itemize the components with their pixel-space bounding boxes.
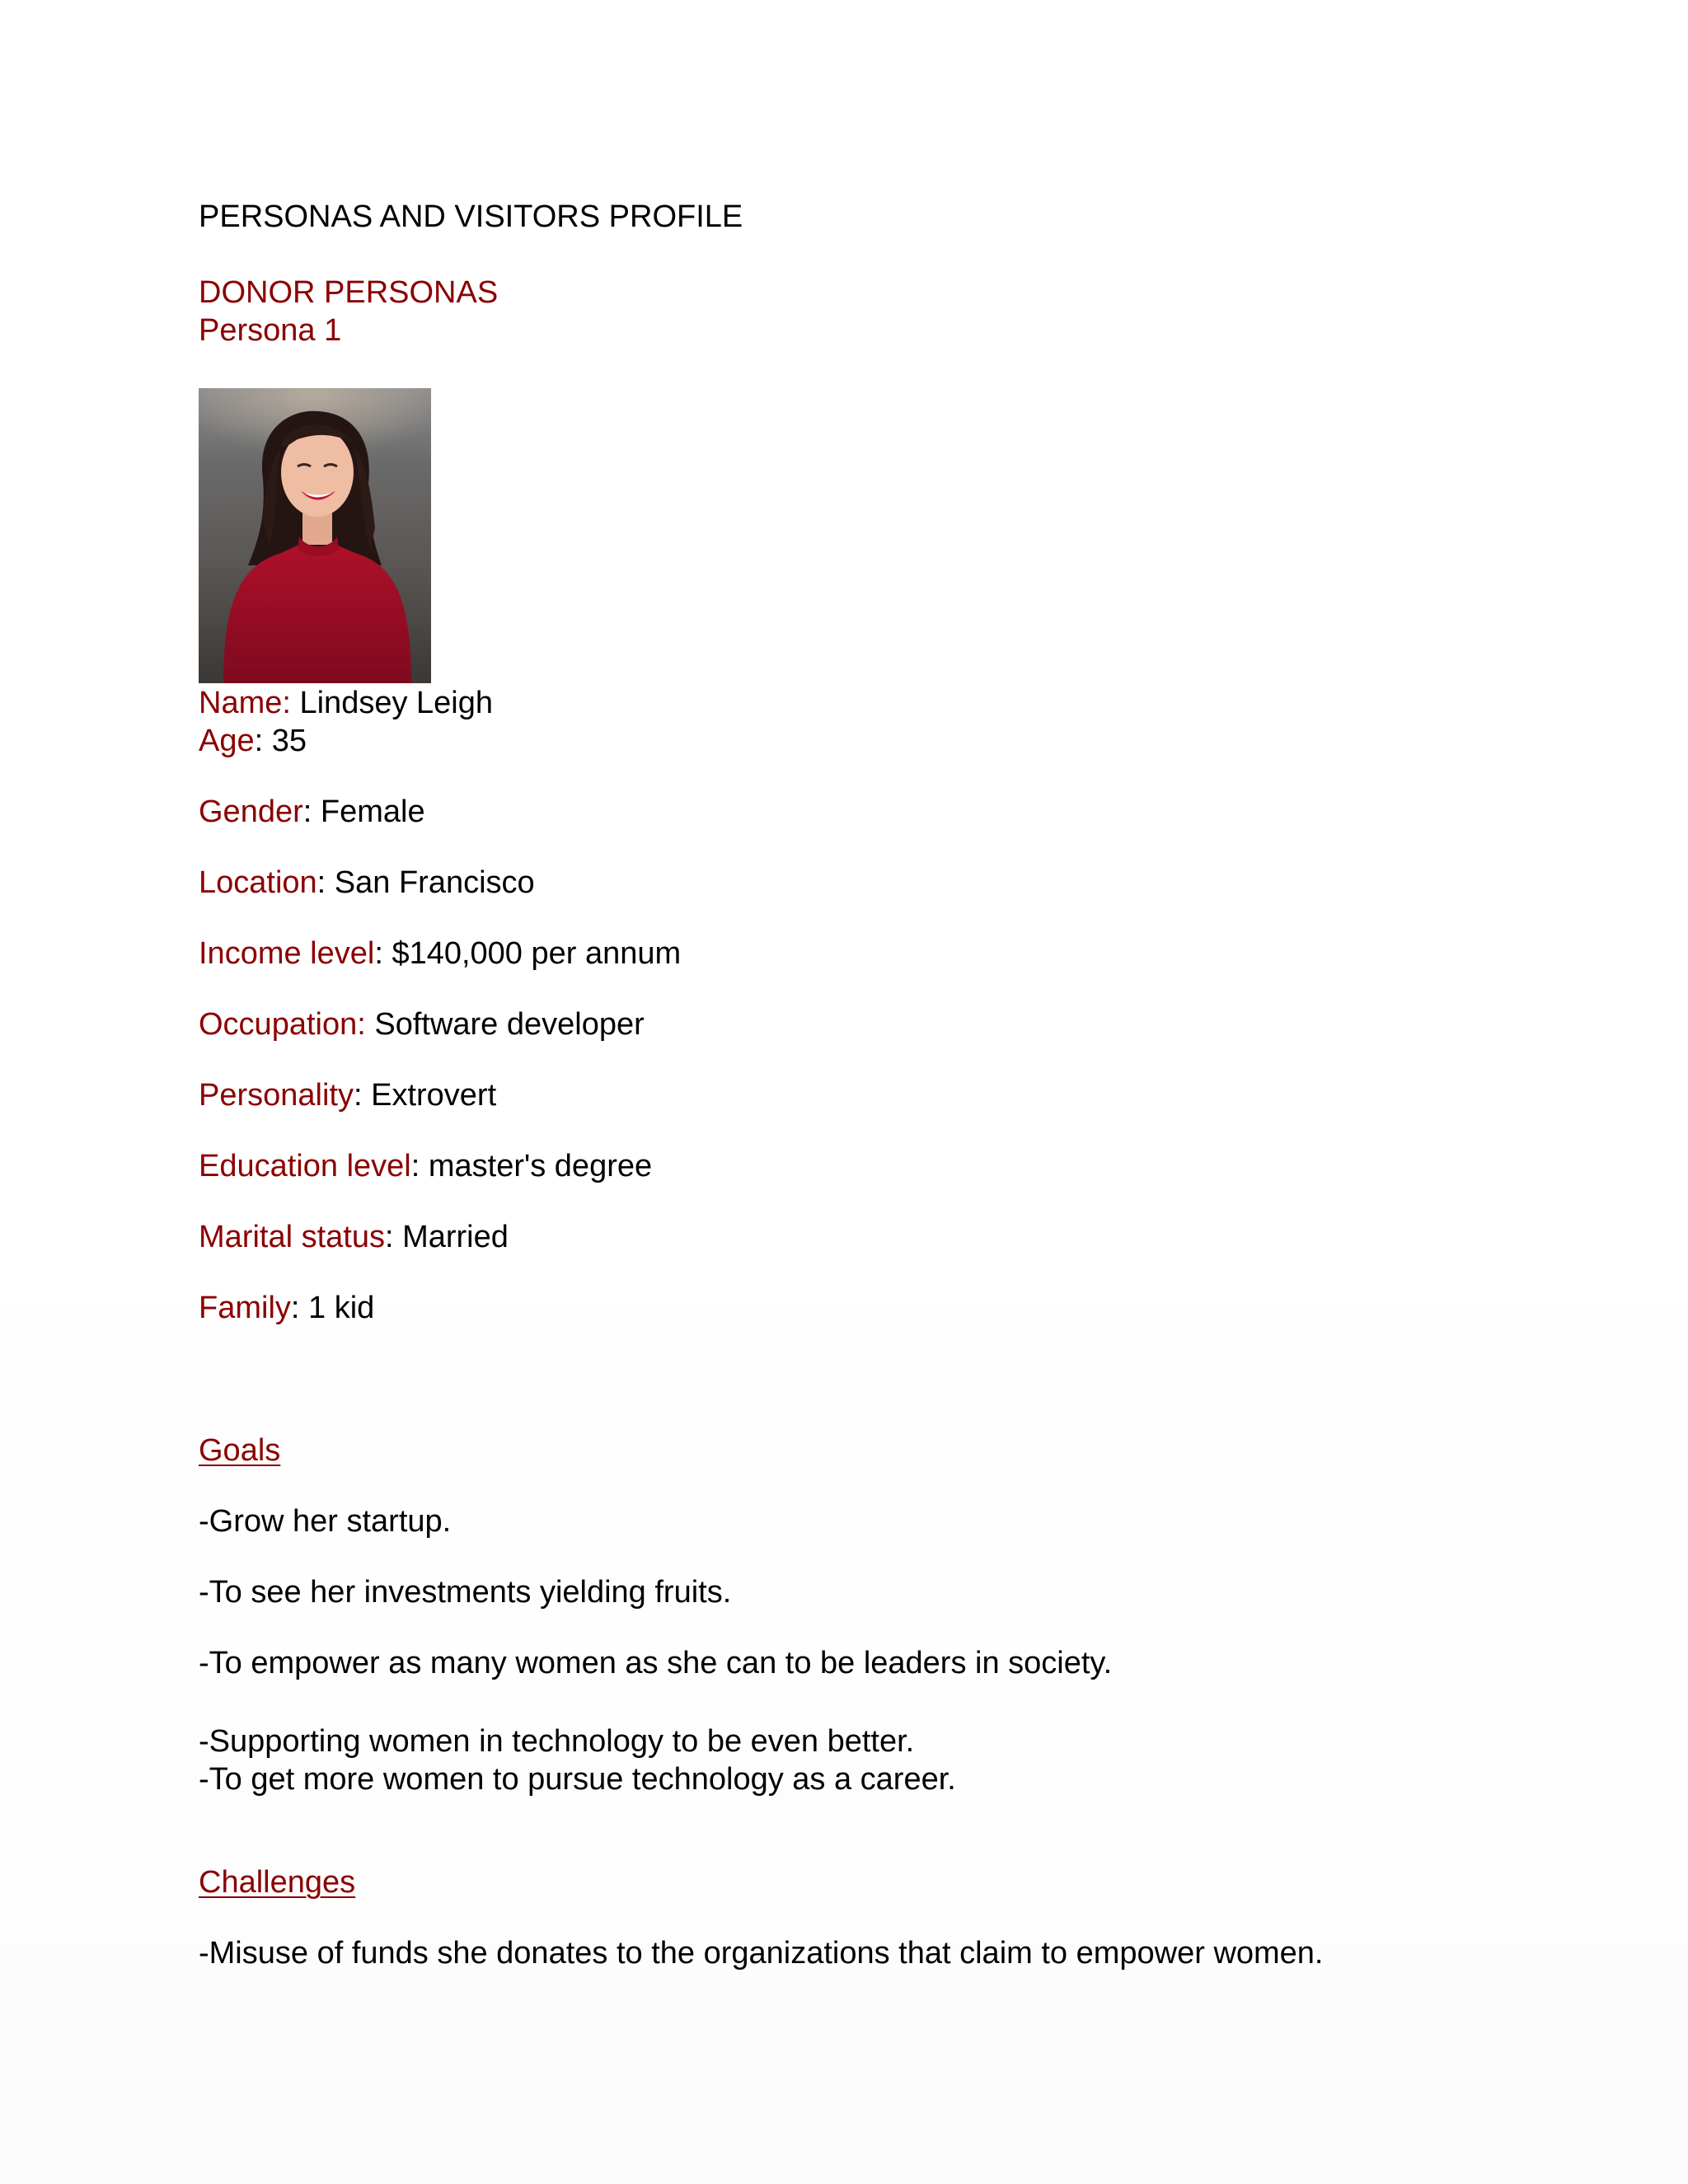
goal-item: -To see her investments yielding fruits. bbox=[199, 1575, 732, 1610]
goal-item: -Grow her startup. bbox=[199, 1504, 452, 1539]
field-family bbox=[199, 1289, 374, 1327]
field-education-level bbox=[199, 1147, 652, 1185]
field-name bbox=[199, 684, 493, 722]
field-label: Location bbox=[199, 865, 317, 900]
goal-item: -To get more women to pursue technology as a career. bbox=[199, 1762, 956, 1797]
field-label: Marital status bbox=[199, 1220, 385, 1254]
field-value: 1 kid bbox=[299, 1291, 375, 1325]
field-income-level bbox=[199, 935, 681, 972]
field-label: Education level bbox=[199, 1149, 411, 1183]
field-label: Age bbox=[199, 724, 255, 758]
field-label: Name: bbox=[199, 686, 291, 720]
field-separator: : bbox=[374, 936, 383, 971]
field-marital-status bbox=[199, 1218, 509, 1256]
field-separator: : bbox=[316, 865, 326, 900]
goal-item: -To empower as many women as she can to be leaders in society. bbox=[199, 1646, 1113, 1680]
field-value: Female bbox=[312, 794, 425, 829]
field-value: master's degree bbox=[420, 1149, 653, 1183]
field-separator: : bbox=[353, 1078, 363, 1113]
field-value: Lindsey Leigh bbox=[290, 686, 493, 720]
section-heading: DONOR PERSONAS bbox=[199, 275, 499, 310]
challenge-item: -Misuse of funds she donates to the organizations that claim to empower women. bbox=[199, 1936, 1324, 1971]
persona-photo bbox=[199, 388, 431, 683]
field-separator: : bbox=[302, 794, 312, 829]
field-personality bbox=[199, 1076, 496, 1114]
field-value: San Francisco bbox=[326, 865, 535, 900]
field-occupation bbox=[199, 1005, 645, 1043]
field-label: Gender bbox=[199, 794, 303, 829]
field-gender bbox=[199, 793, 425, 831]
field-value: Married bbox=[393, 1220, 509, 1254]
goals-heading: Goals bbox=[199, 1433, 281, 1468]
persona-label: Persona 1 bbox=[199, 313, 342, 348]
field-label: Occupation: bbox=[199, 1007, 366, 1042]
field-separator: : bbox=[290, 1291, 300, 1325]
field-value: Software developer bbox=[365, 1007, 645, 1042]
goal-item: -Supporting women in technology to be even better. bbox=[199, 1724, 915, 1759]
field-separator: : bbox=[254, 724, 264, 758]
field-separator: : bbox=[384, 1220, 394, 1254]
field-label: Personality bbox=[199, 1078, 354, 1113]
document-title: PERSONAS AND VISITORS PROFILE bbox=[199, 199, 743, 234]
field-label: Income level bbox=[199, 936, 375, 971]
field-location bbox=[199, 864, 535, 902]
field-value: $140,000 per annum bbox=[382, 936, 682, 971]
challenges-heading: Challenges bbox=[199, 1865, 356, 1900]
field-value: 35 bbox=[263, 724, 307, 758]
field-age bbox=[199, 722, 307, 760]
field-separator: : bbox=[410, 1149, 420, 1183]
field-value: Extrovert bbox=[362, 1078, 497, 1113]
field-label: Family bbox=[199, 1291, 291, 1325]
